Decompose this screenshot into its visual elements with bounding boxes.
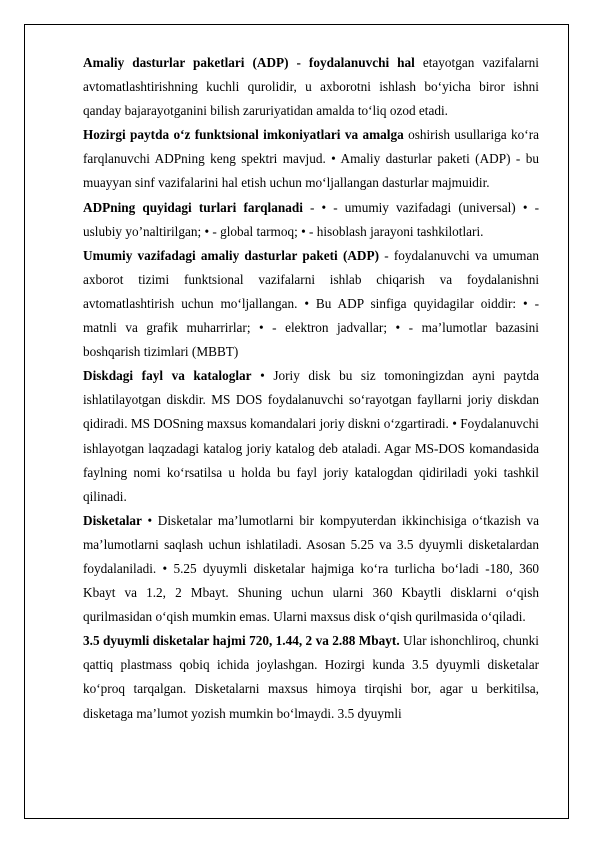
paragraph-adp-definition [83, 51, 539, 123]
paragraph-35-diskettes [83, 629, 539, 725]
paragraph-text: - foydalanuvchi va umuman axborot tizimi funktsional vazifalarni ishlab chiqarish va foydalanishni avtomatlashtirish uchun mo‘ljallangan. • Bu ADP sinfiga quyidagilar oiddir: • - matnli va grafik muharrirlar; • - elektron jadvallar; • - ma’lumotlar bazasini boshqarish tizimlari (MBBT) [83, 247, 539, 360]
paragraph-heading: Umumiy vazifadagi amaliy dasturlar paketi (ADP) [83, 247, 380, 263]
paragraph-adp-spectrum [83, 123, 539, 195]
paragraph-text: etayotgan vazifalarni avtomatlashtirishning kuchli qurolidir, u axborotni ishlash bo‘yicha biror ishni qanday bajarayotganini bilish zaruriyatidan amalda to‘liq ozod etadi. [83, 55, 539, 119]
paragraph-general-adp [83, 244, 539, 364]
paragraph-disk-files [83, 364, 539, 509]
paragraph-heading: Hozirgi paytda o‘z funktsional imkoniyatlari va amalga [83, 127, 404, 143]
paragraph-diskettes [83, 509, 539, 629]
paragraph-text: oshirish usullariga ko‘ra farqlanuvchi ADPning keng spektri mavjud. • Amaliy dasturlar paketi (ADP) - bu muayyan sinf vazifalarini hal etish uchun mo‘ljallangan dasturlar majmuidir. [83, 127, 539, 191]
paragraph-heading: 3.5 dyuymli disketalar hajmi 720, 1.44, 2 va 2.88 Mbayt. [83, 633, 400, 649]
paragraph-adp-types [83, 196, 539, 244]
paragraph-heading: Disketalar [83, 512, 142, 528]
paragraph-text: Ular ishonchliroq, chunki qattiq plastmass qobiq ichida joylashgan. Hozirgi kunda 3.5 dyuymli disketalar ko‘proq tarqalgan. Disketalarni maxsus himoya tirqishi bor, agar u berkitilsa, disketaga ma’lumot yozish mumkin bo‘lmaydi. 3.5 dyuymli [83, 633, 539, 721]
document-body [83, 51, 539, 726]
paragraph-text: • Disketalar ma’lumotlarni bir kompyuterdan ikkinchisiga o‘tkazish va ma’lumotlarni saqlash uchun ishlatiladi. Asosan 5.25 va 3.5 dyuymli disketalardan foydalaniladi. • 5.25 dyuymli disketalar hajmiga ko‘ra turlicha bo‘ladi -180, 360 Kbayt va 1.2, 2 Mbayt. Shuning uchun ularni 360 Kbaytli disklarni o‘qish qurilmasidan o‘qish mumkin emas. Ularni maxsus disk o‘qish qurilmasida o‘qiladi. [83, 512, 539, 625]
paragraph-heading: Amaliy dasturlar paketlari (ADP) - foydalanuvchi hal [83, 55, 415, 70]
paragraph-text: - • - umumiy vazifadagi (universal) • - uslubiy yo’naltirilgan; • - global tarmoq; • - hisoblash jarayoni tashkilotlari. [83, 199, 539, 239]
paragraph-text: • Joriy disk bu siz tomoningizdan ayni paytda ishlatilayotgan diskdir. MS DOS foydalanuvchi so‘rayotgan fayllarni joriy diskdan qidiradi. MS DOSning maxsus komandalari joriy diskni o‘zgartiradi. • Foydalanuvchi ishlayotgan laqzadagi katalog joriy katalog deb ataladi. Agar MS-DOS komandasida faylning nomi ko‘rsatilsa u holda bu fayl joriy katalogdan qidiriladi yoki tashkil qilinadi. [83, 368, 539, 504]
paragraph-heading: ADPning quyidagi turlari farqlanadi [83, 199, 303, 215]
paragraph-heading: Diskdagi fayl va kataloglar [83, 368, 252, 384]
